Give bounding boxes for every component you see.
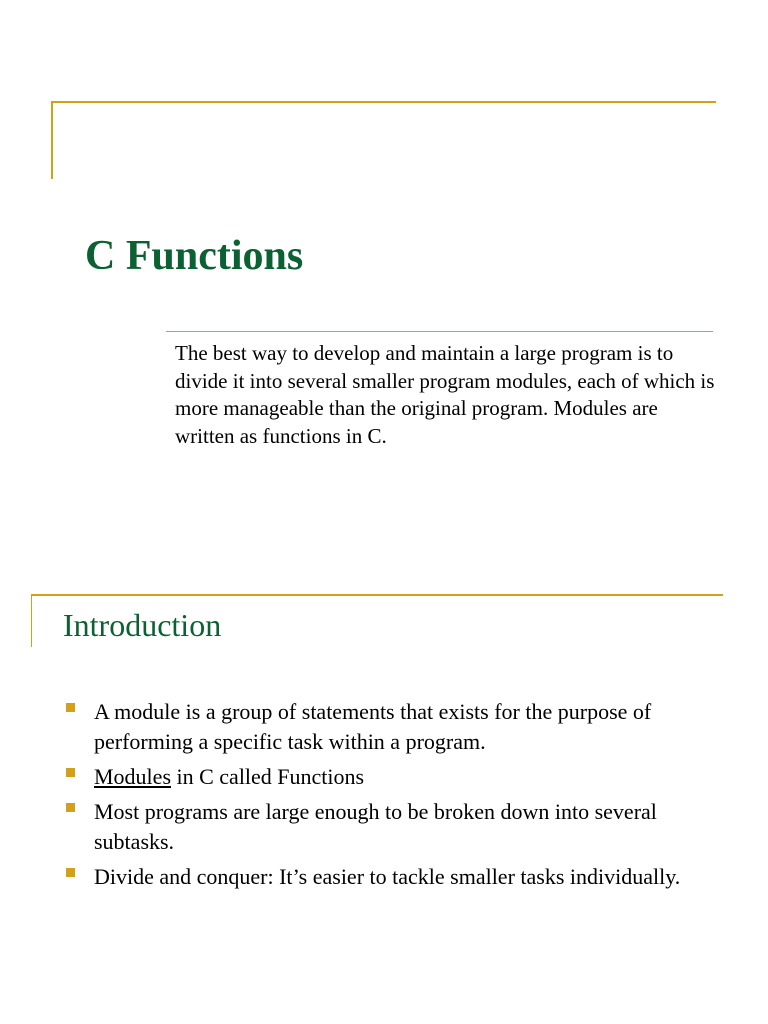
bullet-list	[0, 697, 768, 897]
bullet-item	[0, 762, 768, 792]
frame-left-rule	[51, 101, 53, 179]
square-bullet-icon	[66, 768, 75, 777]
subtitle-rule	[166, 331, 713, 332]
bullet-underlined-term: Modules	[94, 764, 171, 789]
bullet-text: in C called Functions	[171, 764, 365, 789]
frame-top-rule	[31, 594, 723, 596]
slide-title: C Functions	[85, 233, 304, 279]
bullet-text: Divide and conquer: It’s easier to tackle smaller tasks individually.	[94, 864, 681, 889]
bullet-text: Most programs are large enough to be broken down into several subtasks.	[94, 799, 657, 854]
bullet-item	[0, 862, 768, 892]
frame-top-rule	[51, 101, 716, 103]
bullet-text: A module is a group of statements that exists for the purpose of performing a specific task within a program.	[94, 699, 652, 754]
bullet-item	[0, 697, 768, 757]
frame-left-rule	[31, 594, 32, 647]
slide-subtitle: The best way to develop and maintain a large program is to divide it into several smaller program modules, each of which is more manageable than the original program. Modules are written as functions in C.	[175, 341, 715, 448]
square-bullet-icon	[66, 868, 75, 877]
bullet-item	[0, 797, 768, 857]
square-bullet-icon	[66, 803, 75, 812]
square-bullet-icon	[66, 703, 75, 712]
section-heading: Introduction	[63, 607, 222, 643]
